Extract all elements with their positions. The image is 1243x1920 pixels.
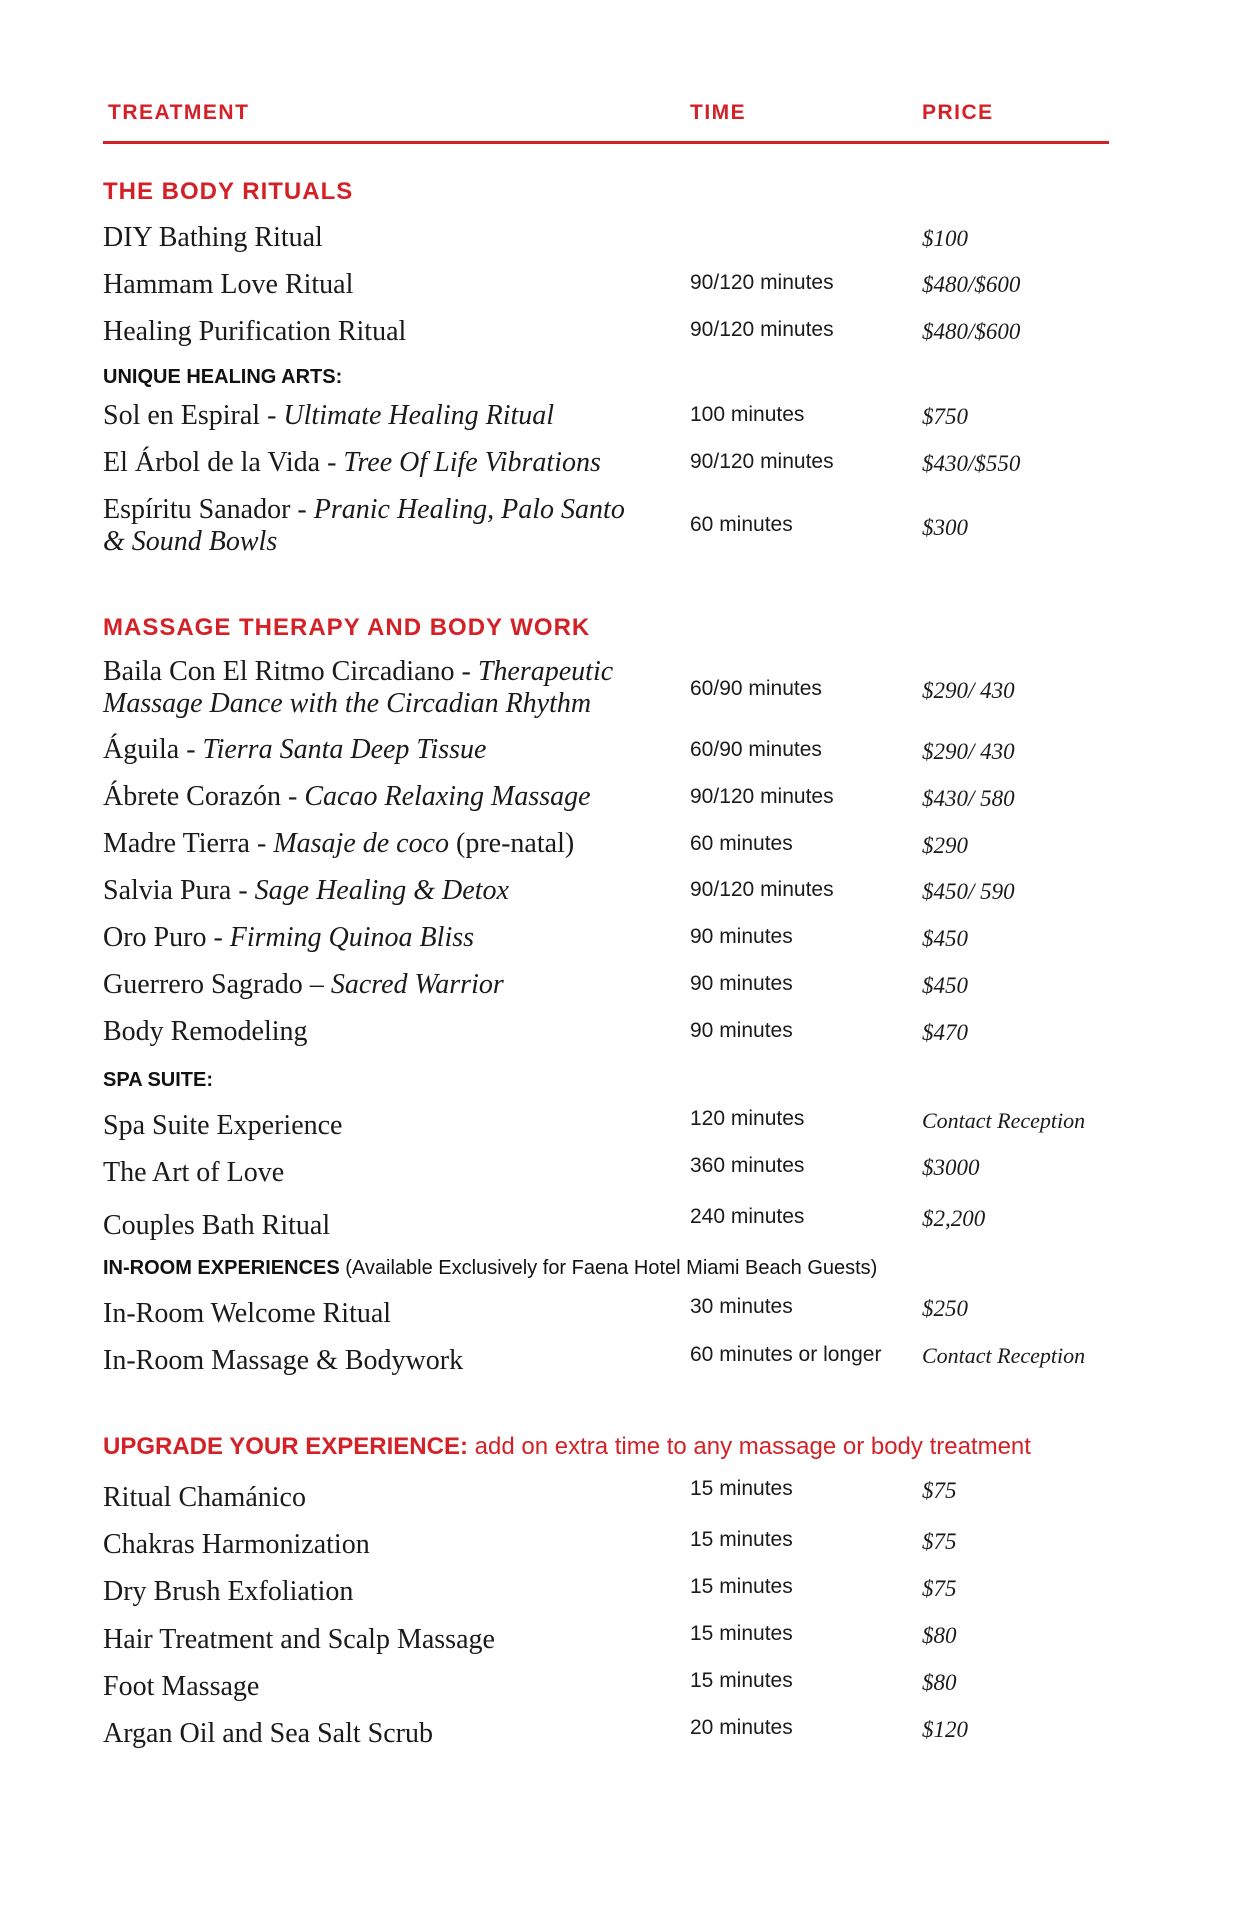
treatment-name: Baila Con El Ritmo Circadiano - Therapeutic Massage Dance with the Circadian Rhythm: [103, 656, 614, 719]
treatment-price: $2,200: [922, 1206, 986, 1231]
treatment-time: 60/90 minutes: [690, 677, 822, 700]
treatment-name: In-Room Massage & Bodywork: [103, 1345, 464, 1376]
treatment-name: Healing Purification Ritual: [103, 316, 407, 347]
treatment-name: Águila - Tierra Santa Deep Tissue: [103, 734, 487, 765]
treatment-time: 90 minutes: [690, 925, 793, 948]
header-divider: [103, 141, 1109, 144]
treatment-price: $470: [922, 1020, 968, 1045]
treatment-name: Spa Suite Experience: [103, 1110, 343, 1141]
treatment-price: $75: [922, 1576, 957, 1601]
treatment-time: 240 minutes: [690, 1205, 805, 1228]
treatment-time: 90/120 minutes: [690, 785, 834, 808]
treatment-time: 90 minutes: [690, 972, 793, 995]
section-title-body-rituals: THE BODY RITUALS: [103, 178, 354, 205]
treatment-name: Dry Brush Exfoliation: [103, 1576, 354, 1607]
treatment-time: 60/90 minutes: [690, 738, 822, 761]
treatment-name: Espíritu Sanador - Pranic Healing, Palo Santo & Sound Bowls: [103, 494, 625, 557]
treatment-time: 90/120 minutes: [690, 318, 834, 341]
treatment-price: $75: [922, 1478, 957, 1503]
treatment-price: Contact Reception: [922, 1343, 1086, 1368]
treatment-time: 120 minutes: [690, 1107, 805, 1130]
treatment-price: $120: [922, 1717, 968, 1742]
treatment-time: 15 minutes: [690, 1528, 793, 1551]
treatment-time: 15 minutes: [690, 1477, 793, 1500]
treatment-name: Salvia Pura - Sage Healing & Detox: [103, 875, 509, 906]
treatment-price: $3000: [922, 1155, 980, 1180]
treatment-price: $450: [922, 973, 968, 998]
treatment-time: 90/120 minutes: [690, 271, 834, 294]
treatment-name: Argan Oil and Sea Salt Scrub: [103, 1718, 433, 1749]
treatment-price: $450: [922, 926, 968, 951]
treatment-time: 60 minutes: [690, 513, 793, 536]
treatment-price: $290: [922, 833, 968, 858]
treatment-name: Body Remodeling: [103, 1016, 308, 1047]
treatment-price: $100: [922, 226, 968, 251]
section-title-massage: MASSAGE THERAPY AND BODY WORK: [103, 614, 591, 641]
treatment-price: $290/ 430: [922, 739, 1015, 764]
treatment-time: 90/120 minutes: [690, 450, 834, 473]
treatment-price: $480/$600: [922, 272, 1021, 297]
treatment-price: $750: [922, 404, 968, 429]
treatment-name: Foot Massage: [103, 1671, 260, 1702]
treatment-price: $80: [922, 1623, 957, 1648]
treatment-price: $80: [922, 1670, 957, 1695]
subsection-title-in-room: IN-ROOM EXPERIENCES (Available Exclusively for Faena Hotel Miami Beach Guests): [103, 1257, 878, 1279]
treatment-name: Madre Tierra - Masaje de coco (pre-natal): [103, 828, 575, 859]
treatment-price: $430/$550: [922, 451, 1021, 476]
treatment-name: Oro Puro - Firming Quinoa Bliss: [103, 922, 475, 953]
treatment-name: Hammam Love Ritual: [103, 269, 354, 300]
treatment-name: Hair Treatment and Scalp Massage: [103, 1624, 495, 1655]
subsection-title-spa-suite: SPA SUITE:: [103, 1069, 214, 1091]
header-price: PRICE: [922, 101, 994, 124]
treatment-price: $480/$600: [922, 319, 1021, 344]
treatment-price: $290/ 430: [922, 678, 1015, 703]
treatment-name: Ritual Chamánico: [103, 1482, 306, 1513]
treatment-name: Chakras Harmonization: [103, 1529, 370, 1560]
treatment-price: $75: [922, 1529, 957, 1554]
treatment-time: 90/120 minutes: [690, 878, 834, 901]
treatment-time: 100 minutes: [690, 403, 805, 426]
treatment-time: 15 minutes: [690, 1575, 793, 1598]
treatment-time: 360 minutes: [690, 1154, 805, 1177]
treatment-name: DIY Bathing Ritual: [103, 222, 323, 253]
header-time: TIME: [690, 101, 747, 124]
treatment-price: Contact Reception: [922, 1108, 1086, 1133]
treatment-name: Ábrete Corazón - Cacao Relaxing Massage: [103, 781, 591, 812]
treatment-price: $430/ 580: [922, 786, 1015, 811]
treatment-name: Sol en Espiral - Ultimate Healing Ritual: [103, 400, 555, 431]
treatment-time: 60 minutes: [690, 832, 793, 855]
treatment-price: $450/ 590: [922, 879, 1015, 904]
treatment-price: $300: [922, 515, 968, 540]
treatment-time: 30 minutes: [690, 1295, 793, 1318]
treatment-time: 90 minutes: [690, 1019, 793, 1042]
header-treatment: TREATMENT: [108, 101, 250, 124]
treatment-time: 15 minutes: [690, 1622, 793, 1645]
treatment-name: Guerrero Sagrado – Sacred Warrior: [103, 969, 504, 1000]
treatment-price: $250: [922, 1296, 968, 1321]
treatment-time: 15 minutes: [690, 1669, 793, 1692]
treatment-time: 20 minutes: [690, 1716, 793, 1739]
subsection-title-unique-healing: UNIQUE HEALING ARTS:: [103, 366, 343, 388]
section-title-upgrade: UPGRADE YOUR EXPERIENCE: add on extra time to any massage or body treatment: [103, 1433, 1031, 1460]
treatment-name: The Art of Love: [103, 1157, 285, 1188]
treatment-name: El Árbol de la Vida - Tree Of Life Vibrations: [103, 447, 601, 478]
treatment-name: Couples Bath Ritual: [103, 1210, 331, 1241]
treatment-name: In-Room Welcome Ritual: [103, 1298, 392, 1329]
treatment-time: 60 minutes or longer: [690, 1343, 882, 1366]
